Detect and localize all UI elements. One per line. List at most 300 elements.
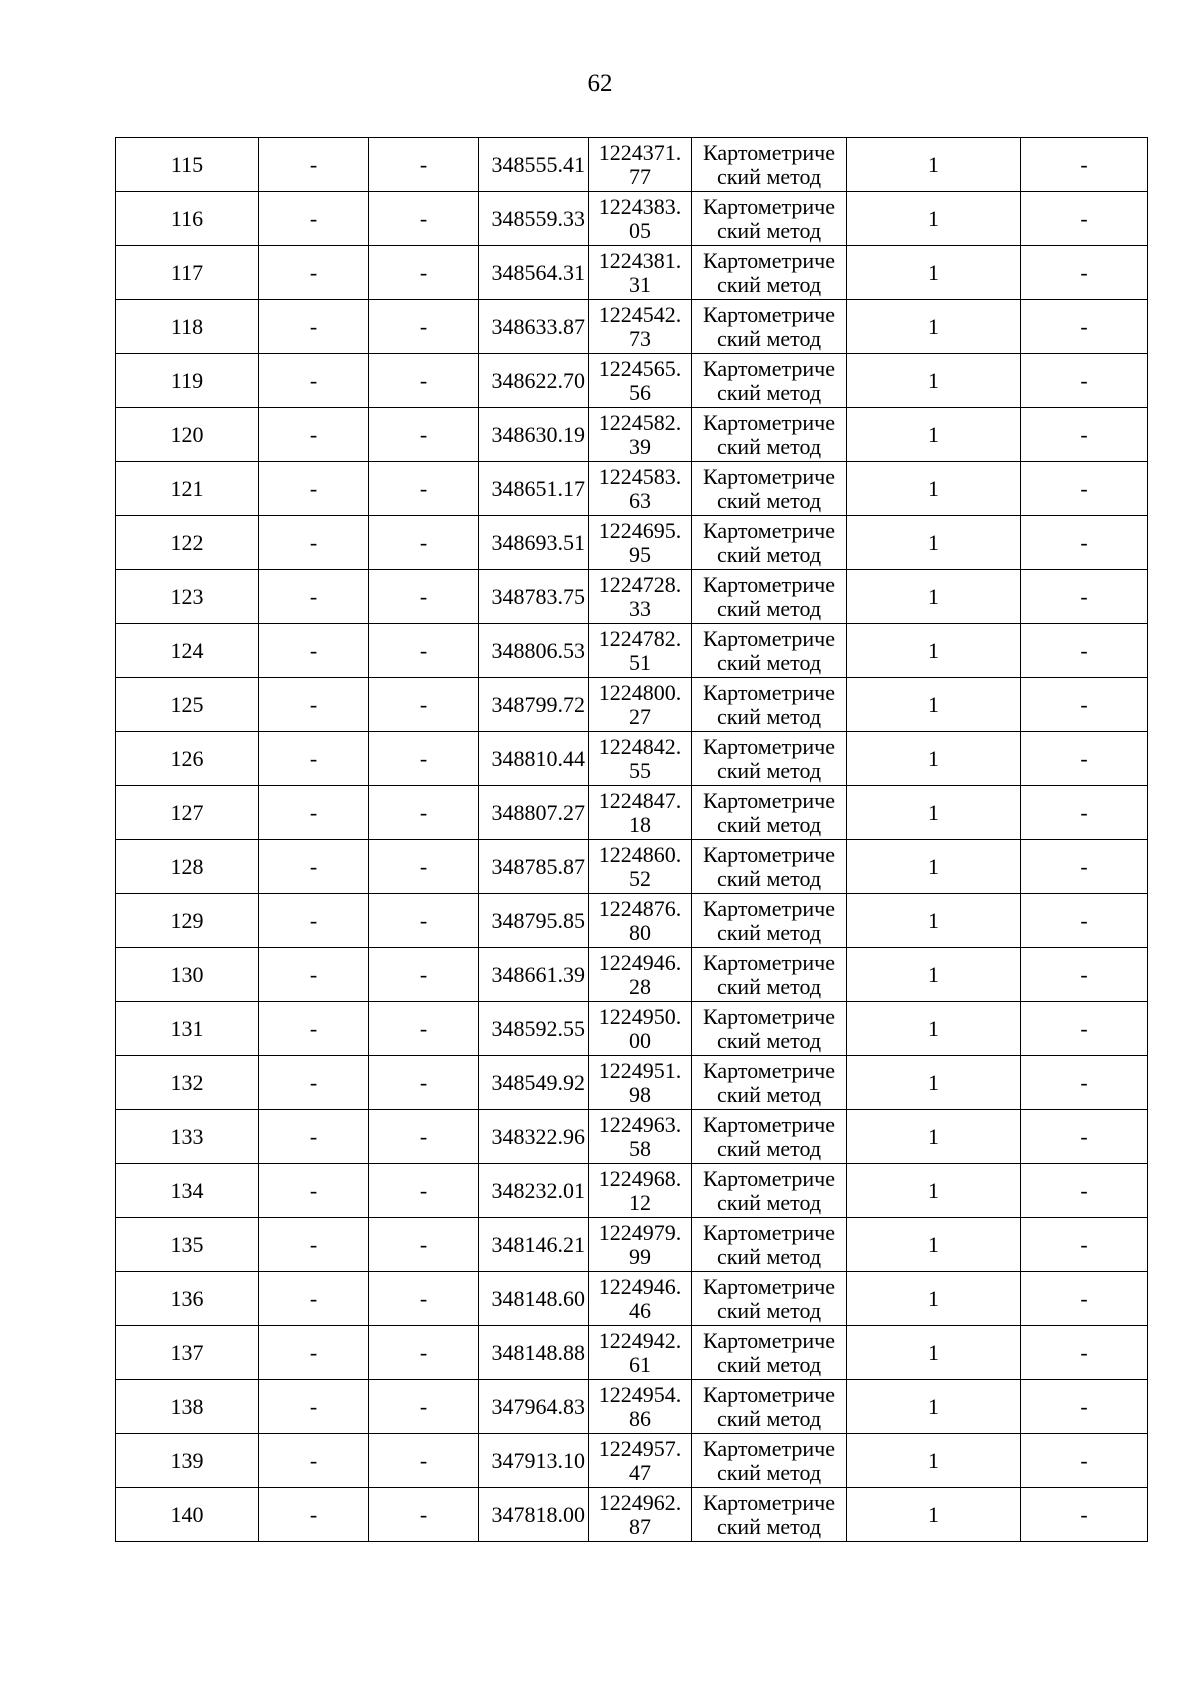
method-line-1: Картометриче xyxy=(703,1381,835,1407)
empty-value-cell: - xyxy=(369,894,479,948)
empty-value-cell: - xyxy=(369,1110,479,1164)
y-coordinate-fraction: 12 xyxy=(629,1189,651,1215)
method-cell xyxy=(692,948,847,1002)
y-coordinate-fraction: 46 xyxy=(629,1297,651,1323)
y-coordinate-fraction: 05 xyxy=(629,217,651,243)
y-coordinate-cell xyxy=(589,840,692,894)
empty-value-cell: - xyxy=(259,1110,369,1164)
accuracy-cell: 1 xyxy=(847,1272,1021,1326)
empty-value-cell: - xyxy=(369,1164,479,1218)
table-row xyxy=(116,678,1148,732)
y-coordinate-integer: 1224951. xyxy=(598,1057,682,1083)
x-coordinate-cell: 348232.01 xyxy=(479,1164,589,1218)
point-number-cell: 133 xyxy=(116,1110,259,1164)
description-cell: - xyxy=(1021,1326,1148,1380)
table-row xyxy=(116,408,1148,462)
method-cell xyxy=(692,1488,847,1542)
empty-value-cell: - xyxy=(369,354,479,408)
y-coordinate-fraction: 18 xyxy=(629,811,651,837)
table-row xyxy=(116,1488,1148,1542)
accuracy-cell: 1 xyxy=(847,1002,1021,1056)
description-cell: - xyxy=(1021,1218,1148,1272)
table-row xyxy=(116,1056,1148,1110)
method-cell xyxy=(692,246,847,300)
empty-value-cell: - xyxy=(369,1002,479,1056)
point-number-cell: 130 xyxy=(116,948,259,1002)
y-coordinate-cell xyxy=(589,192,692,246)
description-cell: - xyxy=(1021,786,1148,840)
description-cell: - xyxy=(1021,408,1148,462)
description-cell: - xyxy=(1021,192,1148,246)
accuracy-cell: 1 xyxy=(847,678,1021,732)
description-cell: - xyxy=(1021,840,1148,894)
method-cell xyxy=(692,1326,847,1380)
y-coordinate-fraction: 77 xyxy=(629,163,651,189)
empty-value-cell: - xyxy=(259,1488,369,1542)
description-cell: - xyxy=(1021,1002,1148,1056)
y-coordinate-fraction: 52 xyxy=(629,865,651,891)
description-cell: - xyxy=(1021,138,1148,192)
table-row xyxy=(116,1218,1148,1272)
empty-value-cell: - xyxy=(369,624,479,678)
method-cell xyxy=(692,570,847,624)
method-line-1: Картометриче xyxy=(703,1435,835,1461)
y-coordinate-integer: 1224860. xyxy=(598,841,682,867)
x-coordinate-cell: 348148.60 xyxy=(479,1272,589,1326)
method-cell xyxy=(692,192,847,246)
method-line-1: Картометриче xyxy=(703,571,835,597)
method-line-2: ский метод xyxy=(716,1513,822,1539)
y-coordinate-cell xyxy=(589,678,692,732)
x-coordinate-cell: 348795.85 xyxy=(479,894,589,948)
y-coordinate-cell xyxy=(589,1488,692,1542)
table-row xyxy=(116,894,1148,948)
x-coordinate-cell: 348785.87 xyxy=(479,840,589,894)
method-line-2: ский метод xyxy=(716,973,822,999)
y-coordinate-integer: 1224950. xyxy=(598,1003,682,1029)
y-coordinate-cell xyxy=(589,1110,692,1164)
x-coordinate-cell: 348592.55 xyxy=(479,1002,589,1056)
method-line-1: Картометриче xyxy=(703,139,835,165)
description-cell: - xyxy=(1021,354,1148,408)
y-coordinate-cell xyxy=(589,138,692,192)
y-coordinate-fraction: 63 xyxy=(629,487,651,513)
y-coordinate-integer: 1224582. xyxy=(598,409,682,435)
accuracy-cell: 1 xyxy=(847,894,1021,948)
empty-value-cell: - xyxy=(259,732,369,786)
y-coordinate-fraction: 73 xyxy=(629,325,651,351)
y-coordinate-integer: 1224963. xyxy=(598,1111,682,1137)
point-number-cell: 135 xyxy=(116,1218,259,1272)
y-coordinate-fraction: 95 xyxy=(629,541,651,567)
empty-value-cell: - xyxy=(259,1002,369,1056)
y-coordinate-fraction: 99 xyxy=(629,1243,651,1269)
method-line-1: Картометриче xyxy=(703,463,835,489)
method-line-1: Картометриче xyxy=(703,1219,835,1245)
description-cell: - xyxy=(1021,948,1148,1002)
method-cell xyxy=(692,1272,847,1326)
empty-value-cell: - xyxy=(369,786,479,840)
method-line-2: ский метод xyxy=(716,595,822,621)
accuracy-cell: 1 xyxy=(847,462,1021,516)
point-number-cell: 129 xyxy=(116,894,259,948)
description-cell: - xyxy=(1021,678,1148,732)
method-line-1: Картометриче xyxy=(703,1327,835,1353)
x-coordinate-cell: 348799.72 xyxy=(479,678,589,732)
description-cell: - xyxy=(1021,300,1148,354)
description-cell: - xyxy=(1021,894,1148,948)
method-line-1: Картометриче xyxy=(703,679,835,705)
y-coordinate-fraction: 58 xyxy=(629,1135,651,1161)
table-row xyxy=(116,192,1148,246)
method-cell xyxy=(692,1218,847,1272)
y-coordinate-integer: 1224371. xyxy=(598,139,682,165)
method-line-2: ский метод xyxy=(716,271,822,297)
method-line-2: ский метод xyxy=(716,1135,822,1161)
y-coordinate-integer: 1224979. xyxy=(598,1219,682,1245)
point-number-cell: 125 xyxy=(116,678,259,732)
y-coordinate-integer: 1224695. xyxy=(598,517,682,543)
accuracy-cell: 1 xyxy=(847,1488,1021,1542)
empty-value-cell: - xyxy=(369,678,479,732)
method-cell xyxy=(692,1056,847,1110)
accuracy-cell: 1 xyxy=(847,786,1021,840)
y-coordinate-cell xyxy=(589,786,692,840)
method-line-1: Картометриче xyxy=(703,841,835,867)
empty-value-cell: - xyxy=(259,840,369,894)
x-coordinate-cell: 348622.70 xyxy=(479,354,589,408)
point-number-cell: 136 xyxy=(116,1272,259,1326)
accuracy-cell: 1 xyxy=(847,840,1021,894)
accuracy-cell: 1 xyxy=(847,1218,1021,1272)
method-line-1: Картометриче xyxy=(703,1003,835,1029)
point-number-cell: 122 xyxy=(116,516,259,570)
point-number-cell: 118 xyxy=(116,300,259,354)
x-coordinate-cell: 347818.00 xyxy=(479,1488,589,1542)
method-line-2: ский метод xyxy=(716,541,822,567)
x-coordinate-cell: 348633.87 xyxy=(479,300,589,354)
point-number-cell: 138 xyxy=(116,1380,259,1434)
y-coordinate-integer: 1224954. xyxy=(598,1381,682,1407)
method-line-2: ский метод xyxy=(716,217,822,243)
point-number-cell: 117 xyxy=(116,246,259,300)
empty-value-cell: - xyxy=(259,192,369,246)
method-cell xyxy=(692,840,847,894)
description-cell: - xyxy=(1021,1380,1148,1434)
y-coordinate-cell xyxy=(589,1218,692,1272)
y-coordinate-integer: 1224942. xyxy=(598,1327,682,1353)
empty-value-cell: - xyxy=(369,1272,479,1326)
empty-value-cell: - xyxy=(259,948,369,1002)
empty-value-cell: - xyxy=(369,516,479,570)
table-row xyxy=(116,462,1148,516)
y-coordinate-integer: 1224876. xyxy=(598,895,682,921)
description-cell: - xyxy=(1021,462,1148,516)
table-row xyxy=(116,1326,1148,1380)
method-cell xyxy=(692,300,847,354)
method-cell xyxy=(692,138,847,192)
y-coordinate-cell xyxy=(589,948,692,1002)
y-coordinate-integer: 1224946. xyxy=(598,1273,682,1299)
empty-value-cell: - xyxy=(369,462,479,516)
x-coordinate-cell: 348661.39 xyxy=(479,948,589,1002)
empty-value-cell: - xyxy=(259,354,369,408)
method-cell xyxy=(692,786,847,840)
description-cell: - xyxy=(1021,1434,1148,1488)
empty-value-cell: - xyxy=(259,894,369,948)
accuracy-cell: 1 xyxy=(847,570,1021,624)
method-cell xyxy=(692,1434,847,1488)
method-line-2: ский метод xyxy=(716,649,822,675)
accuracy-cell: 1 xyxy=(847,138,1021,192)
point-number-cell: 116 xyxy=(116,192,259,246)
y-coordinate-integer: 1224542. xyxy=(598,301,682,327)
point-number-cell: 131 xyxy=(116,1002,259,1056)
method-line-2: ский метод xyxy=(716,1405,822,1431)
empty-value-cell: - xyxy=(259,786,369,840)
table-row xyxy=(116,138,1148,192)
method-line-2: ский метод xyxy=(716,1189,822,1215)
table-row xyxy=(116,354,1148,408)
point-number-cell: 137 xyxy=(116,1326,259,1380)
method-line-2: ский метод xyxy=(716,1081,822,1107)
empty-value-cell: - xyxy=(259,1434,369,1488)
method-cell xyxy=(692,1380,847,1434)
method-cell xyxy=(692,678,847,732)
table-row xyxy=(116,1002,1148,1056)
y-coordinate-cell xyxy=(589,1164,692,1218)
x-coordinate-cell: 348693.51 xyxy=(479,516,589,570)
description-cell: - xyxy=(1021,516,1148,570)
y-coordinate-cell xyxy=(589,408,692,462)
accuracy-cell: 1 xyxy=(847,624,1021,678)
empty-value-cell: - xyxy=(259,1380,369,1434)
table-row xyxy=(116,1164,1148,1218)
y-coordinate-integer: 1224957. xyxy=(598,1435,682,1461)
table-row xyxy=(116,1272,1148,1326)
empty-value-cell: - xyxy=(369,1380,479,1434)
empty-value-cell: - xyxy=(369,300,479,354)
method-line-1: Картометриче xyxy=(703,1273,835,1299)
empty-value-cell: - xyxy=(369,840,479,894)
empty-value-cell: - xyxy=(259,138,369,192)
point-number-cell: 140 xyxy=(116,1488,259,1542)
empty-value-cell: - xyxy=(259,408,369,462)
accuracy-cell: 1 xyxy=(847,408,1021,462)
y-coordinate-integer: 1224962. xyxy=(598,1489,682,1515)
y-coordinate-cell xyxy=(589,570,692,624)
point-number-cell: 128 xyxy=(116,840,259,894)
empty-value-cell: - xyxy=(369,1326,479,1380)
empty-value-cell: - xyxy=(369,138,479,192)
empty-value-cell: - xyxy=(259,1272,369,1326)
empty-value-cell: - xyxy=(369,570,479,624)
description-cell: - xyxy=(1021,1110,1148,1164)
method-line-2: ский метод xyxy=(716,1027,822,1053)
accuracy-cell: 1 xyxy=(847,246,1021,300)
empty-value-cell: - xyxy=(369,192,479,246)
empty-value-cell: - xyxy=(369,246,479,300)
method-cell xyxy=(692,354,847,408)
y-coordinate-fraction: 80 xyxy=(629,919,651,945)
y-coordinate-fraction: 56 xyxy=(629,379,651,405)
y-coordinate-integer: 1224800. xyxy=(598,679,682,705)
table-row xyxy=(116,300,1148,354)
y-coordinate-cell xyxy=(589,462,692,516)
y-coordinate-fraction: 47 xyxy=(629,1459,651,1485)
y-coordinate-fraction: 27 xyxy=(629,703,651,729)
method-line-1: Картометриче xyxy=(703,1057,835,1083)
method-line-1: Картометриче xyxy=(703,1111,835,1137)
method-line-2: ский метод xyxy=(716,1459,822,1485)
method-line-1: Картометриче xyxy=(703,517,835,543)
y-coordinate-fraction: 33 xyxy=(629,595,651,621)
x-coordinate-cell: 347964.83 xyxy=(479,1380,589,1434)
x-coordinate-cell: 348783.75 xyxy=(479,570,589,624)
accuracy-cell: 1 xyxy=(847,516,1021,570)
method-line-1: Картометриче xyxy=(703,949,835,975)
method-line-2: ский метод xyxy=(716,865,822,891)
x-coordinate-cell: 348146.21 xyxy=(479,1218,589,1272)
table-row xyxy=(116,840,1148,894)
method-line-1: Картометриче xyxy=(703,301,835,327)
point-number-cell: 134 xyxy=(116,1164,259,1218)
x-coordinate-cell: 347913.10 xyxy=(479,1434,589,1488)
method-line-2: ский метод xyxy=(716,325,822,351)
empty-value-cell: - xyxy=(259,1164,369,1218)
page-number: 62 xyxy=(587,70,613,97)
accuracy-cell: 1 xyxy=(847,1056,1021,1110)
x-coordinate-cell: 348806.53 xyxy=(479,624,589,678)
y-coordinate-integer: 1224728. xyxy=(598,571,682,597)
description-cell: - xyxy=(1021,732,1148,786)
y-coordinate-fraction: 28 xyxy=(629,973,651,999)
table-row xyxy=(116,570,1148,624)
y-coordinate-cell xyxy=(589,516,692,570)
empty-value-cell: - xyxy=(369,732,479,786)
y-coordinate-integer: 1224946. xyxy=(598,949,682,975)
point-number-cell: 121 xyxy=(116,462,259,516)
table-row xyxy=(116,246,1148,300)
empty-value-cell: - xyxy=(369,1488,479,1542)
accuracy-cell: 1 xyxy=(847,948,1021,1002)
empty-value-cell: - xyxy=(369,1434,479,1488)
method-line-1: Картометриче xyxy=(703,787,835,813)
y-coordinate-cell xyxy=(589,354,692,408)
method-line-1: Картометриче xyxy=(703,409,835,435)
y-coordinate-integer: 1224565. xyxy=(598,355,682,381)
method-line-2: ский метод xyxy=(716,1351,822,1377)
table-row xyxy=(116,732,1148,786)
x-coordinate-cell: 348807.27 xyxy=(479,786,589,840)
y-coordinate-integer: 1224583. xyxy=(598,463,682,489)
empty-value-cell: - xyxy=(369,1218,479,1272)
method-line-2: ский метод xyxy=(716,433,822,459)
y-coordinate-integer: 1224782. xyxy=(598,625,682,651)
accuracy-cell: 1 xyxy=(847,732,1021,786)
y-coordinate-fraction: 98 xyxy=(629,1081,651,1107)
y-coordinate-integer: 1224381. xyxy=(598,247,682,273)
point-number-cell: 119 xyxy=(116,354,259,408)
y-coordinate-cell xyxy=(589,1434,692,1488)
point-number-cell: 120 xyxy=(116,408,259,462)
empty-value-cell: - xyxy=(259,300,369,354)
y-coordinate-fraction: 87 xyxy=(629,1513,651,1539)
method-cell xyxy=(692,1002,847,1056)
empty-value-cell: - xyxy=(259,246,369,300)
method-cell xyxy=(692,732,847,786)
point-number-cell: 126 xyxy=(116,732,259,786)
method-line-2: ский метод xyxy=(716,163,822,189)
table-row xyxy=(116,1380,1148,1434)
table-row xyxy=(116,786,1148,840)
method-line-1: Картометриче xyxy=(703,1489,835,1515)
method-line-1: Картометриче xyxy=(703,355,835,381)
x-coordinate-cell: 348559.33 xyxy=(479,192,589,246)
method-line-2: ский метод xyxy=(716,1297,822,1323)
point-number-cell: 127 xyxy=(116,786,259,840)
method-line-2: ский метод xyxy=(716,703,822,729)
method-line-1: Картометриче xyxy=(703,193,835,219)
y-coordinate-integer: 1224383. xyxy=(598,193,682,219)
point-number-cell: 139 xyxy=(116,1434,259,1488)
y-coordinate-fraction: 55 xyxy=(629,757,651,783)
description-cell: - xyxy=(1021,1056,1148,1110)
method-cell xyxy=(692,894,847,948)
accuracy-cell: 1 xyxy=(847,300,1021,354)
method-line-2: ский метод xyxy=(716,379,822,405)
method-line-2: ский метод xyxy=(716,1243,822,1269)
x-coordinate-cell: 348549.92 xyxy=(479,1056,589,1110)
method-line-1: Картометриче xyxy=(703,733,835,759)
method-line-1: Картометриче xyxy=(703,625,835,651)
table-row xyxy=(116,624,1148,678)
table-row xyxy=(116,1110,1148,1164)
y-coordinate-cell xyxy=(589,1380,692,1434)
empty-value-cell: - xyxy=(259,462,369,516)
method-line-1: Картометриче xyxy=(703,895,835,921)
empty-value-cell: - xyxy=(369,1056,479,1110)
method-cell xyxy=(692,462,847,516)
y-coordinate-cell xyxy=(589,300,692,354)
empty-value-cell: - xyxy=(259,624,369,678)
accuracy-cell: 1 xyxy=(847,354,1021,408)
table-row xyxy=(116,516,1148,570)
x-coordinate-cell: 348630.19 xyxy=(479,408,589,462)
empty-value-cell: - xyxy=(259,678,369,732)
y-coordinate-fraction: 51 xyxy=(629,649,651,675)
table-body xyxy=(116,138,1148,1542)
empty-value-cell: - xyxy=(259,1218,369,1272)
y-coordinate-cell xyxy=(589,894,692,948)
method-line-2: ский метод xyxy=(716,487,822,513)
table-row xyxy=(116,1434,1148,1488)
y-coordinate-cell xyxy=(589,246,692,300)
method-cell xyxy=(692,1110,847,1164)
point-number-cell: 123 xyxy=(116,570,259,624)
method-line-1: Картометриче xyxy=(703,247,835,273)
method-cell xyxy=(692,624,847,678)
method-cell xyxy=(692,408,847,462)
y-coordinate-integer: 1224842. xyxy=(598,733,682,759)
description-cell: - xyxy=(1021,624,1148,678)
method-line-1: Картометриче xyxy=(703,1165,835,1191)
y-coordinate-fraction: 00 xyxy=(629,1027,651,1053)
accuracy-cell: 1 xyxy=(847,1326,1021,1380)
x-coordinate-cell: 348555.41 xyxy=(479,138,589,192)
y-coordinate-fraction: 31 xyxy=(629,271,651,297)
y-coordinate-fraction: 39 xyxy=(629,433,651,459)
